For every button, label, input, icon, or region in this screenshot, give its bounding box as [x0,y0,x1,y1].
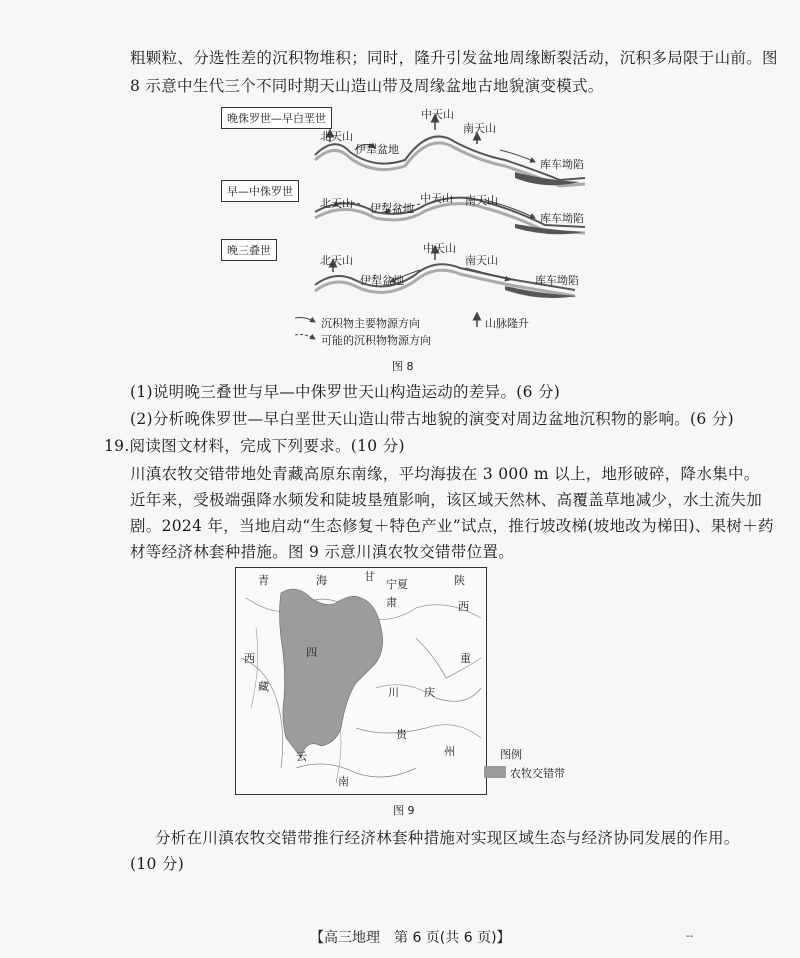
label-central-tianshan-2: 中天山 [420,192,453,205]
q19-task-line-2: (10 分) [130,855,185,873]
map-label-ningxia: 宁夏 [386,578,408,591]
map-label-gan: 甘 [364,570,375,583]
map-label-gui: 贵 [396,728,407,741]
label-yili-basin-1: 伊犁盆地 [355,143,399,156]
q19-task-line-1: 分析在川滇农牧交错带推行经济林套种措施对实现区域生态与经济协同发展的作用。 [155,829,740,847]
map-label-zang: 藏 [258,680,269,693]
question-19-header: 19.阅读图文材料，完成下列要求。(10 分) [104,437,405,455]
intro-line-2: 8 示意中生代三个不同时期天山造山带及周缘盆地古地貌演变模式。 [130,77,604,95]
figure-8-caption: 图 8 [392,360,414,373]
map-legend-title: 图例 [500,748,522,761]
period-label-late-jurassic: 晚侏罗世—早白垩世 [221,107,332,129]
map-label-xi-tibet: 西 [244,652,255,665]
map-label-qing-chongqing: 庆 [424,686,435,699]
figure-9-map [235,567,487,795]
intro-line-1: 粗颗粒、分选性差的沉积物堆积；同时，隆升引发盆地周缘断裂活动，沉积多局限于山前。图 [130,49,778,67]
map-label-yun: 云 [296,750,307,763]
label-north-tianshan-3: 北天山 [320,254,353,267]
label-yili-basin-2: 伊犁盆地 [370,202,414,215]
legend-possible-source: 可能的沉积物物源方向 [321,334,431,347]
question-1: (1)说明晚三叠世与早—中侏罗世天山构造运动的差异。(6 分) [130,383,561,401]
map-legend-swatch [484,766,506,778]
legend-main-source: 沉积物主要物源方向 [321,317,420,330]
label-yili-basin-3: 伊犁盆地 [360,274,404,287]
map-label-nan: 南 [338,775,349,788]
question-2: (2)分析晚侏罗世—早白垩世天山造山带古地貌的演变对周边盆地沉积物的影响。(6 分) [130,410,734,428]
q19-para-1: 川滇农牧交错带地处青藏高原东南缘，平均海拔在 3 000 m 以上，地形破碎，降水集中。 [130,465,760,483]
label-kuche-2: 库车坳陷 [540,212,584,225]
map-label-chong: 重 [460,652,471,665]
label-kuche-1: 库车坳陷 [540,158,584,171]
map-label-xi-shaanxi: 西 [458,600,469,613]
period-label-late-triassic: 晚三叠世 [221,239,277,261]
label-north-tianshan-2: 北天山 [320,197,353,210]
label-north-tianshan-1: 北天山 [320,130,353,143]
q19-para-2: 近年来，受极端强降水频发和陡坡垦殖影响，该区域天然林、高覆盖草地减少，水土流失加 [130,491,763,509]
label-south-tianshan-3: 南天山 [465,254,498,267]
map-legend-item: 农牧交错带 [510,767,565,780]
q19-para-4: 材等经济林套种措施。图 9 示意川滇农牧交错带位置。 [130,543,515,561]
map-label-shan: 陕 [454,574,465,587]
label-south-tianshan-2: 南天山 [465,194,498,207]
map-label-chuan: 川 [388,686,399,699]
label-central-tianshan-3: 中天山 [423,242,456,255]
q19-para-3: 剧。2024 年，当地启动“生态修复＋特色产业”试点，推行坡改梯(坡地改为梯田)、果树＋药 [130,517,774,535]
map-label-zhou: 州 [444,745,455,758]
figure-8 [215,100,595,370]
page-footer: 【高三地理 第 6 页(共 6 页)】 [310,930,511,946]
legend-uplift: 山脉隆升 [485,317,529,330]
map-label-hai: 海 [316,574,327,587]
footer-mark: -- [686,931,694,942]
label-central-tianshan-1: 中天山 [421,108,454,121]
label-kuche-3: 库车坳陷 [535,274,579,287]
map-svg [236,568,486,794]
map-label-su: 肃 [386,596,397,609]
period-label-early-middle-jurassic: 早—中侏罗世 [221,180,299,202]
map-label-qing: 青 [258,574,269,587]
label-south-tianshan-1: 南天山 [463,122,496,135]
figure-9-caption: 图 9 [393,804,415,817]
map-label-si: 四 [306,646,317,659]
